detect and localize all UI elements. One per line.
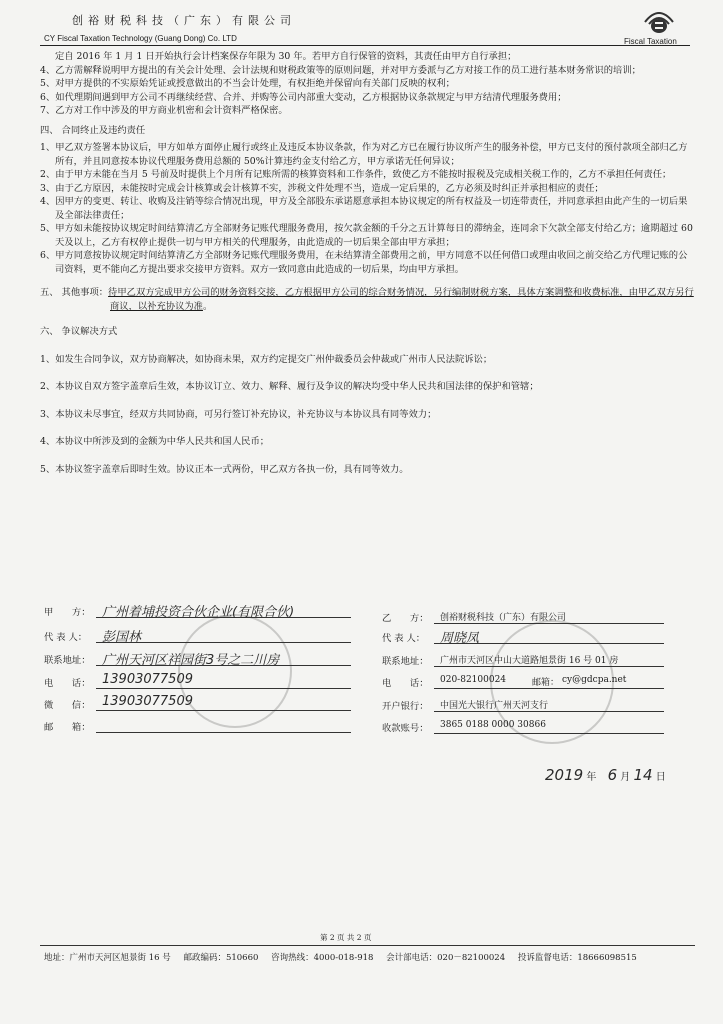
party-b-account-label: 收款账号： (382, 723, 429, 734)
party-b-email: cy@gdcpa.net (562, 675, 627, 685)
clause-line: 2、由于甲方未能在当月 5 号前及时提供上个月所有记账所需的核算资料和工作条件，致使乙方不能按时报税及完成相关税工作的，乙方不承担任何责任； (40, 169, 672, 180)
clause-line: 5、甲方如未能按协议规定时间结算清乙方全部财务记账代理服务费用，按欠款金额的千分之五计算每日的滞纳金，连同余下欠款全部支付给乙方；逾期超过 60 天及以上，乙方有权停止提供一切与甲方相关的代理服务，由此造成的一切后果全部由甲方承担； (40, 223, 693, 248)
party-a-address: 广州天河区祥园街3号之二川房 (102, 653, 280, 668)
party-b-label: 乙 方： (382, 613, 429, 624)
party-b-bank-label: 开户银行： (382, 701, 429, 712)
fill-line (434, 666, 664, 667)
clause-line: 3、由于乙方原因，未能按时完成会计核算或会计核算不实，涉税文件处理不当，造成一定后果的，乙方必须及时纠正并承担相应的责任； (40, 182, 604, 194)
section-5-label: 五、 其他事项： (40, 287, 109, 298)
party-a-row (44, 672, 344, 689)
fill-line (96, 710, 351, 711)
page-number: 第 2 页 共 2 页 (320, 933, 372, 942)
party-b-rep-signature: 周晓凤 (440, 631, 480, 646)
header-divider (40, 45, 690, 46)
party-b-account: 3865 0188 0000 30866 (440, 720, 546, 730)
clause-line: 4、乙方需解释说明甲方提出的有关会计处理、会计法规和财税政策等的原则问题，并对甲方委派与乙方对接工作的员工进行基本财务常识的培训； (40, 64, 641, 76)
signing-date (545, 766, 666, 784)
party-a-row (44, 719, 344, 733)
year-label: 年 (586, 772, 597, 783)
date-day: 14 (633, 766, 653, 784)
party-a-address-label: 联系地址： (44, 655, 91, 666)
clause-line: 1、甲乙双方签署本协议后，甲方如单方面停止履行或终止及违反本协议条款，作为对乙方已在履行协议所产生的服务补偿，甲方已支付的预付款项全部归乙方所有，并且同意按本协议代理服务费用总额的 50%计算违约金支付给乙方，甲方承诺无任何异议； (40, 142, 688, 167)
clause-line: 1、如发生合同争议，双方协商解决，如协商未果，双方约定提交广州仲裁委员会仲裁或广州市人民法院诉讼； (40, 353, 493, 365)
date-year: 2019 (545, 766, 584, 784)
footer (44, 951, 647, 963)
party-b-row (382, 698, 672, 712)
fill-line (96, 688, 351, 689)
logo-caption: Fiscal Taxation (624, 37, 677, 46)
party-b-address: 广州市天河区中山大道路旭景街 16 号 01 房 (440, 656, 619, 666)
footer-postcode: 邮政编码：510660 (183, 953, 259, 963)
clause-line: 6、如代理期间遇到甲方公司不再继续经营、合并、并购等公司内部重大变动，乙方根据协议条款规定与甲方结清代理服务费用； (40, 91, 567, 103)
footer-address: 地址：广州市天河区旭景街 16 号 (44, 953, 171, 963)
fill-line (434, 688, 664, 689)
party-b-phone: 020-82100024 (440, 675, 507, 685)
section-5 (40, 286, 695, 313)
party-a-row (44, 694, 344, 711)
section-4-title: 四、 合同终止及违约责任 (40, 124, 146, 136)
party-b-bank: 中国光大银行广州天河支行 (440, 701, 549, 711)
company-logo-icon (641, 6, 677, 38)
party-b-address-label: 联系地址： (382, 656, 429, 667)
section-5-text: 待甲乙双方完成甲方公司的财务资料交接，乙方根据甲方公司的综合财务情况，另行编制财税方案，具体方案调整和收费标准，由甲乙双方另行商议，以补充协议为准 (108, 287, 694, 312)
clause-line: 4、本协议中所涉及到的金额为中华人民共和国人民币； (40, 436, 270, 447)
footer-divider (40, 945, 695, 946)
clause-line: 定自 2016 年 1 月 1 日开始执行会计档案保存年限为 30 年。若甲方自行保管的资料，其责任由甲方自行承担； (55, 51, 517, 62)
fill-line (434, 711, 664, 712)
party-b-row (382, 720, 672, 734)
party-a-label: 甲 方： (44, 607, 91, 618)
footer-complaint: 投诉监督电话：18666098515 (517, 953, 637, 963)
party-b-row (382, 653, 672, 667)
party-a-row (44, 629, 344, 643)
clause-line: 7、乙方对工作中涉及的甲方商业机密和会计资料严格保密。 (40, 105, 288, 116)
party-a-phone: 13903077509 (102, 672, 193, 687)
party-b-row (382, 610, 672, 624)
date-month: 6 (607, 766, 618, 784)
party-b-rep-label: 代 表 人： (382, 633, 426, 644)
month-label: 月 (620, 772, 631, 783)
section-6-title: 六、 争议解决方式 (40, 326, 118, 337)
clause-line: 3、本协议未尽事宜，经双方共同协商，可另行签订补充协议，补充协议与本协议具有同等效力； (40, 408, 437, 420)
party-a-rep-signature: 彭国林 (102, 630, 142, 645)
day-label: 日 (655, 772, 666, 783)
party-a-wechat-label: 微 信： (44, 700, 91, 711)
contract-body (40, 50, 695, 476)
section-6 (40, 325, 695, 476)
party-a-name: 广州着埔投资合伙企业(有限合伙) (102, 605, 295, 620)
fill-line (434, 623, 664, 624)
party-b-name: 创裕财税科技（广东）有限公司 (440, 613, 567, 623)
section-5-end: 。 (202, 300, 213, 312)
footer-hotline: 咨询热线：4000-018-918 (271, 953, 374, 963)
party-b-row (382, 630, 672, 644)
clause-line: 2、本协议自双方签字盖章后生效，本协议订立、效力、解释、履行及争议的解决均受中华人民共和国法律的保护和管辖； (40, 381, 539, 392)
company-name-en: CY Fiscal Taxation Technology (Guang Dong) Co. LTD (44, 34, 237, 43)
clause-line: 6、甲方同意按协议规定时间结算清乙方全部财务记账代理服务费用，在未结算清全部费用之前，甲方同意不以任何借口或理由收回之前交给乙方代理记账的公司资料，更不能向乙方提出要求交接甲方资料。双方一致同意由此造成的一切后果，均由甲方承担。 (40, 250, 688, 275)
party-a-rep-label: 代 表 人： (44, 632, 88, 643)
party-a-row (44, 652, 344, 666)
company-name-cn: 创裕财税科技（广东）有限公司 (72, 14, 296, 27)
clause-line: 4、因甲方的变更、转让、收购及注销等综合情况出现，甲方及全部股东承诺愿意承担本协议规定的所有权益及一切连带责任，并同意承担由此产生的一切后果及全部法律责任； (40, 196, 688, 221)
party-b-phone-label: 电 话： (382, 678, 429, 689)
clause-line: 5、对甲方提供的不实原始凭证或授意做出的不当会计处理，有权拒绝并保留向有关部门反映的权利； (40, 78, 455, 89)
party-b-row (382, 675, 672, 689)
party-a-wechat: 13903077509 (102, 694, 193, 709)
party-a-row (44, 604, 344, 618)
fill-line (434, 733, 664, 734)
party-a-phone-label: 电 话： (44, 678, 91, 689)
fill-line (96, 732, 351, 733)
party-b-email-label: 邮箱： (532, 678, 560, 688)
footer-phone: 会计部电话：020－82100024 (386, 953, 506, 963)
clause-line: 5、本协议签字盖章后即时生效。协议正本一式两份，甲乙双方各执一份，具有同等效力。 (40, 463, 409, 475)
party-a-email-label: 邮 箱： (44, 722, 91, 733)
